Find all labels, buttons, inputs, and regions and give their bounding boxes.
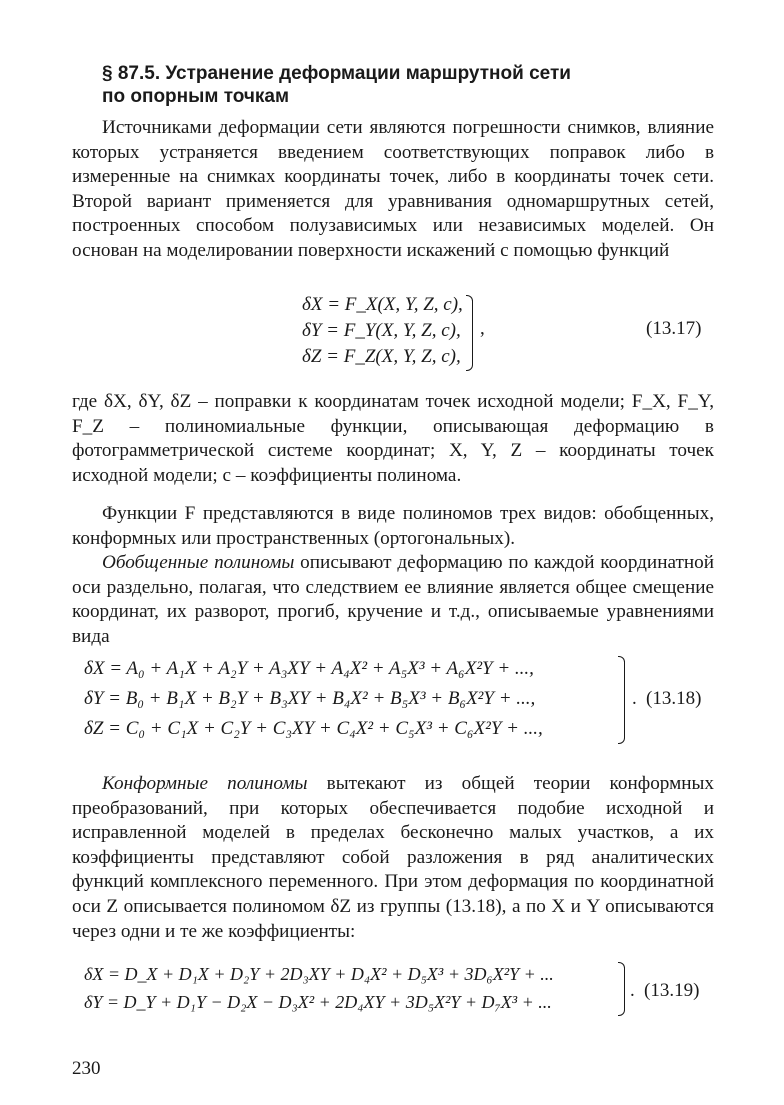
paragraph-text: описывают деформацию по каждой координатной оси раздельно, полагая, что следствием ее влияние является общее смещение координат, их разворот, прогиб, кручение и т.д., описываемые уравнениями вида xyxy=(72,552,714,647)
equation-number-13-18: (13.18) xyxy=(646,688,702,709)
equation-line: δZ = F_Z(X, Y, Z, c), xyxy=(302,346,461,367)
equation-line: δY = D_Y + D₁Y − D₂X − D₃X² + 2D₄XY + 3D₅X²Y + D₇X³ + ... xyxy=(84,992,552,1012)
equation-line: δY = F_Y(X, Y, Z, c), xyxy=(302,320,461,341)
section-heading-line1: § 87.5. Устранение деформации маршрутной сети xyxy=(102,63,571,84)
equation-line: δX = D_X + D₁X + D₂Y + 2D₃XY + D₄X² + D₅X³ + 3D₆X²Y + ... xyxy=(84,964,554,984)
equation-13-17 xyxy=(302,292,463,370)
paragraph-text: вытекают из общей теории конформных преобразований, при которых обеспечивается подобие исходной и исправленной моделей в пределах бесконечно малых участков, а их коэффициенты представляют собой разложения в ряд аналитических функций комплексного переменного. При этом деформация по координатной оси Z описывается полиномом δZ из группы (13.18), а по X и Y описываются через одни и те же коэффициенты: xyxy=(72,773,714,942)
equation-line: δX = F_X(X, Y, Z, c), xyxy=(302,294,463,315)
right-brace xyxy=(466,295,473,371)
equation-suffix: . xyxy=(630,980,635,1001)
paragraph-generalized-polynomials xyxy=(72,551,714,649)
equation-line: δZ = C₀ + C₁X + C₂Y + C₃XY + C₄X² + C₅X³ + C₆X²Y + ..., xyxy=(84,718,543,739)
equation-number-13-19: (13.19) xyxy=(644,980,700,1001)
equation-13-18 xyxy=(84,654,543,744)
paragraph-conformal-polynomials xyxy=(72,772,714,944)
term-conformal-polynomials: Конформные полиномы xyxy=(102,773,308,794)
equation-13-19 xyxy=(84,960,554,1016)
paragraph-definitions: где δX, δY, δZ – поправки к координатам точек исходной модели; F_X, F_Y, F_Z – полиномиальные функции, описывающая деформацию в фотограмметрической системе координат; X, Y, Z – координаты точек исходной модели; c – коэффициенты полинома. xyxy=(72,391,714,486)
paragraph-function-types: Функции F представляются в виде полиномов трех видов: обобщенных, конформных или пространственных (ортогональных). xyxy=(72,503,714,549)
equation-number-13-17: (13.17) xyxy=(646,318,702,339)
section-heading-line2: по опорным точкам xyxy=(102,86,290,107)
section-heading xyxy=(102,62,662,108)
right-brace xyxy=(618,962,625,1016)
right-brace xyxy=(618,656,625,744)
equation-suffix: . xyxy=(632,688,637,709)
page-number: 230 xyxy=(72,1058,101,1079)
equation-suffix: , xyxy=(480,318,485,339)
term-generalized-polynomials: Обобщенные полиномы xyxy=(102,552,295,573)
paragraph-intro: Источниками деформации сети являются погрешности снимков, влияние которых устраняется введением соответствующих поправок либо в измеренные на снимках координаты точек, либо в координаты точек сети. Второй вариант применяется для уравнивания одномаршрутных сетей, построенных способом полузависимых или независимых моделей. Он основан на моделировании поверхности искажений с помощью функций xyxy=(72,117,714,261)
equation-line: δX = A₀ + A₁X + A₂Y + A₃XY + A₄X² + A₅X³ + A₆X²Y + ..., xyxy=(84,658,534,679)
equation-line: δY = B₀ + B₁X + B₂Y + B₃XY + B₄X² + B₅X³ + B₆X²Y + ..., xyxy=(84,688,536,709)
